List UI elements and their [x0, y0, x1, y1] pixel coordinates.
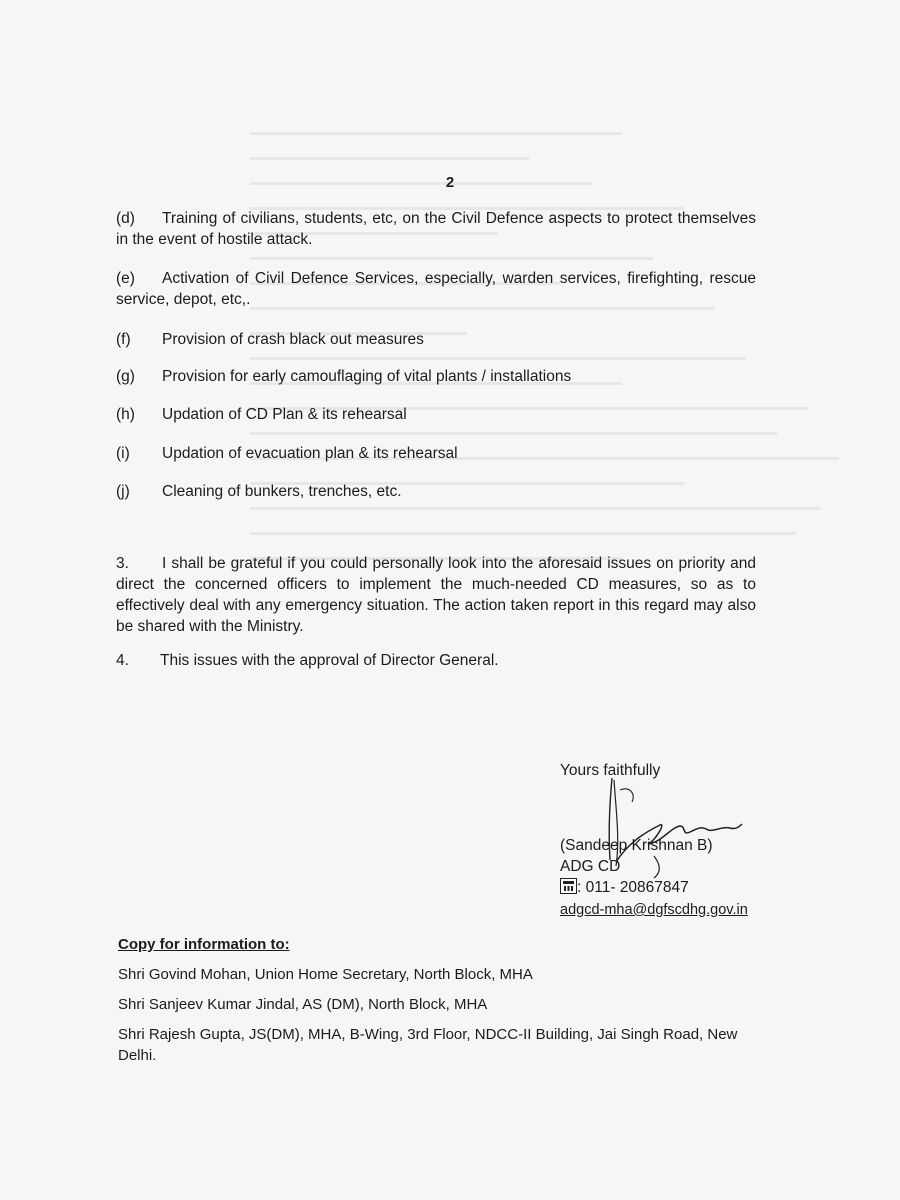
list-item [116, 481, 756, 502]
list-item [116, 366, 756, 387]
copy-heading: Copy for information to: [118, 936, 290, 953]
list-item-text: Updation of evacuation plan & its rehearsal [162, 445, 458, 462]
paragraph-3 [116, 553, 756, 637]
list-item-label: (g) [116, 368, 135, 385]
list-item-label: (e) [116, 270, 135, 287]
paragraph-number: 4. [116, 652, 129, 669]
telephone-icon [560, 878, 577, 894]
list-item-text: Updation of CD Plan & its rehearsal [162, 406, 407, 423]
list-item-label: (d) [116, 210, 135, 227]
list-item [116, 404, 756, 425]
list-item [116, 329, 756, 350]
list-item-text: Training of civilians, students, etc, on the Civil Defence aspects to protect themselves in the event of hostile attack. [116, 210, 756, 248]
signatory-email[interactable]: adgcd-mha@dgfscdhg.gov.in [560, 902, 748, 918]
page-number: 2 [445, 174, 455, 191]
paragraph-text: This issues with the approval of Director General. [160, 652, 499, 669]
copy-recipient: Shri Rajesh Gupta, JS(DM), MHA, B-Wing, 3rd Floor, NDCC-II Building, Jai Singh Road, New Delhi. [118, 1026, 738, 1064]
paragraph-4 [116, 650, 756, 671]
list-item-text: Cleaning of bunkers, trenches, etc. [162, 483, 402, 500]
list-item-text: Activation of Civil Defence Services, especially, warden services, firefighting, rescue service, depot, etc,. [116, 270, 756, 308]
signatory-designation: ADG CD [560, 858, 621, 875]
closing: Yours faithfully [560, 762, 661, 779]
list-item [116, 208, 756, 250]
list-item [116, 443, 756, 464]
list-item-label: (i) [116, 445, 130, 462]
copy-recipient: Shri Sanjeev Kumar Jindal, AS (DM), North Block, MHA [118, 996, 488, 1013]
list-item-label: (f) [116, 331, 131, 348]
paragraph-number: 3. [116, 555, 129, 572]
phone-number: : 011- 20867847 [577, 879, 689, 896]
copy-recipient: Shri Govind Mohan, Union Home Secretary, North Block, MHA [118, 966, 533, 983]
list-item-label: (j) [116, 483, 130, 500]
list-item-text: Provision for early camouflaging of vital plants / installations [162, 368, 572, 385]
list-item [116, 268, 756, 310]
paragraph-text: I shall be grateful if you could personally look into the aforesaid issues on priority and direct the concerned officers to implement the much-needed CD measures, so as to effectively deal with any emergency situation. The action taken report in this regard may also be shared with the Ministry. [116, 555, 756, 635]
signatory-phone [560, 877, 780, 898]
list-item-label: (h) [116, 406, 135, 423]
signatory-name: (Sandeep Krishnan B) [560, 837, 713, 854]
list-item-text: Provision of crash black out measures [162, 331, 424, 348]
